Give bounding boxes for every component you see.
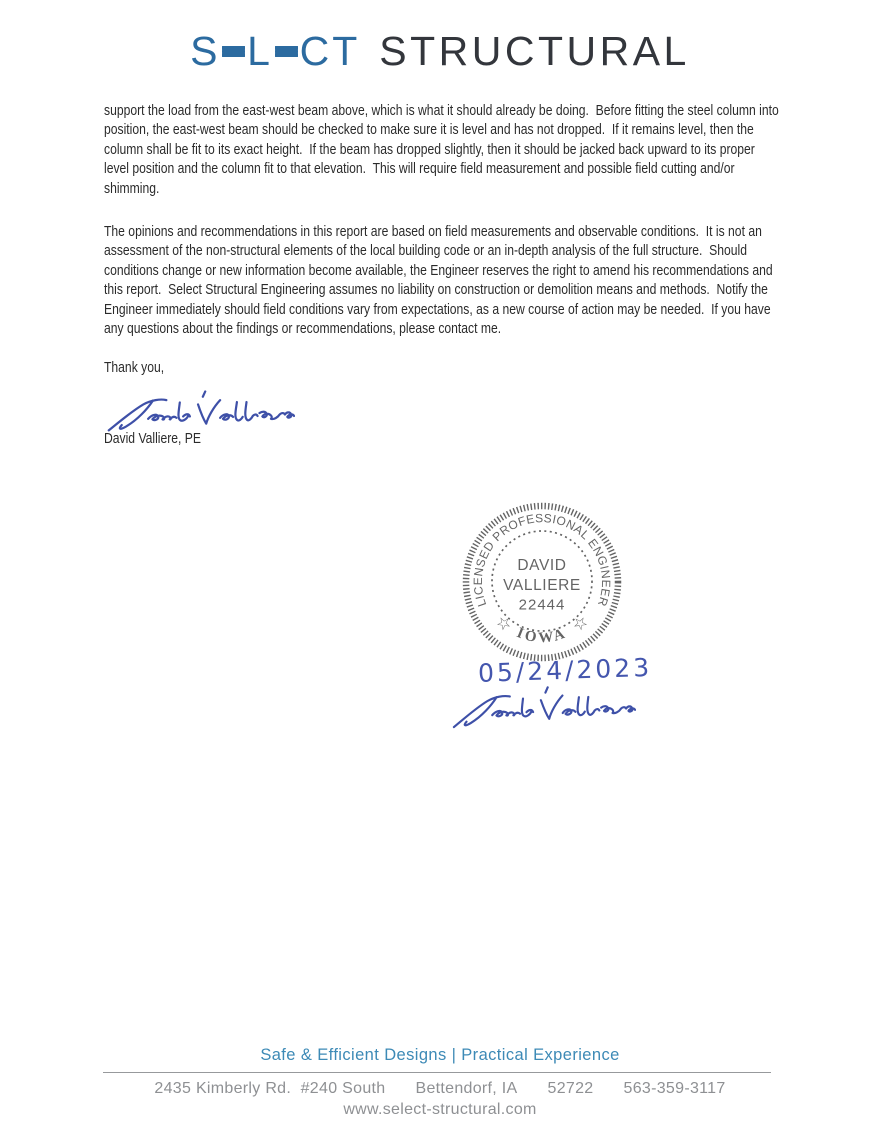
star-icon: ☆ (492, 611, 515, 636)
company-logo (0, 28, 880, 78)
seal-license-number: 22444 (518, 596, 566, 614)
seal-state-text: IOWA (514, 625, 570, 647)
footer-tagline: Safe & Efficient Designs | Practical Experience (260, 1046, 620, 1064)
handwritten-signature (103, 390, 295, 440)
star-icon: ☆ (569, 611, 592, 636)
seal-ring-text: LICENSED PROFESSIONAL ENGINEER (470, 510, 614, 609)
seal-name-line2: VALLIERE (503, 577, 581, 594)
footer-address-line (0, 1080, 880, 1098)
footer-website: www.select-structural.com (343, 1101, 537, 1118)
footer-street: 2435 Kimberly Rd. #240 South (154, 1080, 386, 1097)
signatory-name: David Valliere, PE (104, 429, 202, 447)
handwritten-date: 05/24/2023 (477, 652, 653, 688)
closing-line: Thank you, (104, 359, 165, 377)
footer-phone: 563-359-3117 (623, 1080, 726, 1097)
handwritten-signature (448, 684, 637, 736)
logo-word-structural: STRUCTURAL (379, 28, 690, 74)
footer-city-state: Bettendorf, IA (415, 1080, 518, 1097)
paragraph-recommendation: support the load from the east-west beam above, which is what it should already be doing. Before fitting the steel column into position, the east-west beam should be checked to make sure it is level and has not dropped. If it remains level, then the column shall be fit to its exact height. If the beam has dropped slightly, then it should be jacked back upward to its proper level position and the column fit to that elevation. This will require field measurement and possible field cutting and/or shimming. (104, 102, 783, 197)
logo-word-select: S L C T (190, 28, 361, 74)
seal-name-line1: DAVID (517, 557, 567, 574)
footer-zip: 52722 (547, 1080, 594, 1097)
paragraph-disclaimer: The opinions and recommendations in this report are based on field measurements and observable conditions. It is not an assessment of the non-structural elements of the local building code or an in-depth analysis of the full structure. Should conditions change or new information become available, the Engineer reserves the right to amend his recommendations and this report. Select Structural Engineering assumes no liability on construction or demolition means and methods. Notify the Engineer immediately should field conditions vary from expectations, as a new course of action may be needed. If you have any questions about the findings or recommendations, please contact me. (104, 223, 777, 338)
engineer-seal (457, 497, 627, 667)
footer-divider (103, 1072, 771, 1073)
